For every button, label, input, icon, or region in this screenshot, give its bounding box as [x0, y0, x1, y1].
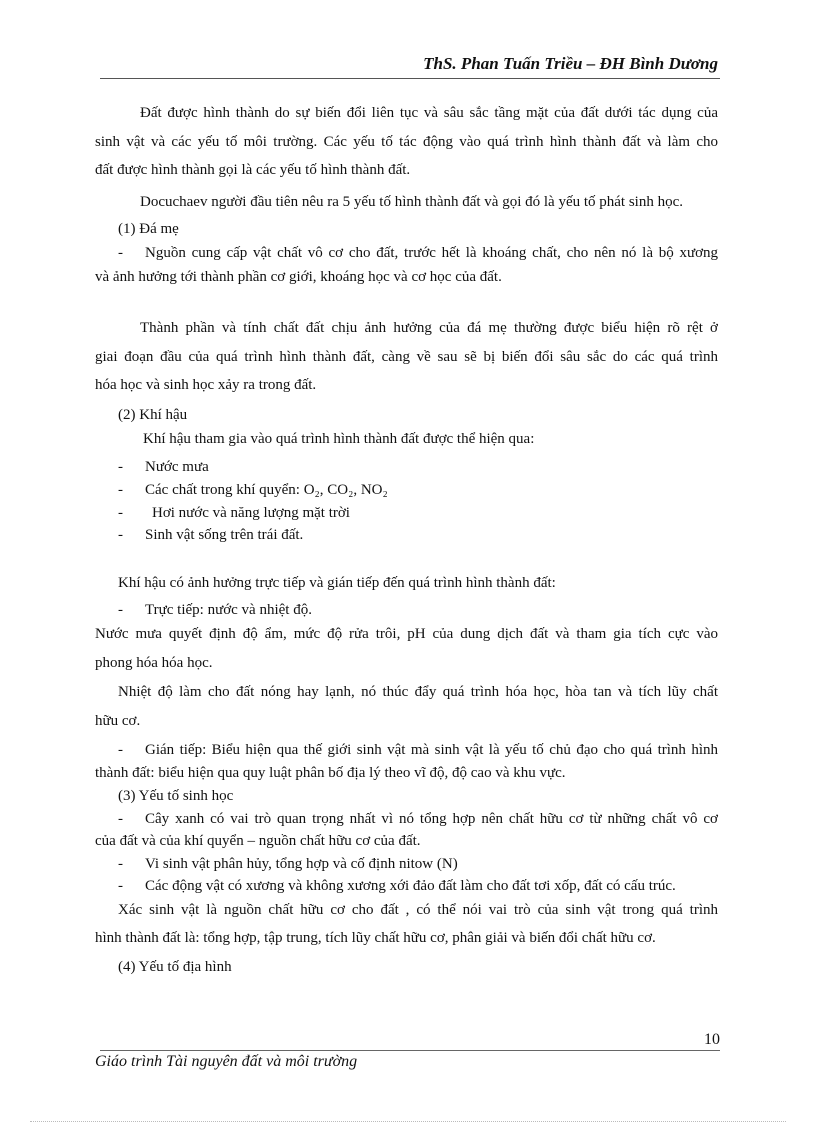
page-number: 10 — [704, 1031, 720, 1048]
list-bullet: - — [118, 459, 123, 475]
list-bullet: - — [118, 878, 123, 894]
list-item-continuation: của đất và của khí quyển – nguồn chất hữu cơ của đất. — [95, 833, 421, 849]
list-item: Vi sinh vật phân hủy, tổng hợp và cố định nitow (N) — [145, 856, 458, 872]
paragraph-line: Khí hậu tham gia vào quá trình hình thành đất được thể hiện qua: — [143, 431, 535, 447]
page-bottom-edge — [30, 1121, 786, 1122]
paragraph-line: đất được hình thành gọi là các yếu tố hình thành đất. — [95, 162, 411, 178]
paragraph-line: Đất được hình thành do sự biến đổi liên tục và sâu sắc tầng mặt của đất dưới tác dụng của — [140, 105, 718, 121]
list-item: Cây xanh có vai trò quan trọng nhất vì nó tổng hợp nên chất hữu cơ từ những chất vô cơ — [145, 811, 718, 827]
paragraph-line: Khí hậu có ảnh hưởng trực tiếp và gián tiếp đến quá trình hình thành đất: — [118, 575, 556, 591]
section-heading: (3) Yếu tố sinh học — [118, 788, 234, 804]
paragraph-line: phong hóa hóa học. — [95, 655, 213, 671]
list-item: Sinh vật sống trên trái đất. — [145, 527, 304, 543]
paragraph-line: sinh vật và các yếu tố môi trường. Các yếu tố tác động vào quá trình hình thành đất và làm cho — [95, 134, 718, 150]
list-item: Các chất trong khí quyển: O₂, CO₂, NO₂ — [145, 482, 388, 498]
footer-book-title: Giáo trình Tài nguyên đất và môi trường — [95, 1053, 358, 1070]
footer-rule — [100, 1050, 720, 1051]
paragraph-line: Thành phần và tính chất đất chịu ảnh hưởng của đá mẹ thường được biểu hiện rõ rệt ở — [140, 320, 718, 336]
list-item: Gián tiếp: Biểu hiện qua thế giới sinh vật mà sinh vật là yếu tố chủ đạo cho quá trình hình — [145, 742, 718, 758]
list-bullet: - — [118, 856, 123, 872]
list-item-continuation: và ảnh hưởng tới thành phần cơ giới, khoáng học và cơ học của đất. — [95, 269, 502, 285]
list-bullet: - — [118, 811, 123, 827]
section-heading: (2) Khí hậu — [118, 407, 188, 423]
list-bullet: - — [118, 505, 123, 521]
paragraph-line: Nhiệt độ làm cho đất nóng hay lạnh, nó thúc đẩy quá trình hóa học, hòa tan và tích lũy chất — [118, 684, 718, 700]
paragraph-line: hình thành đất là: tổng hợp, tập trung, tích lũy chất hữu cơ, phân giải và biến đổi chất hữu cơ. — [95, 930, 656, 946]
list-bullet: - — [118, 527, 123, 543]
list-item: Nguồn cung cấp vật chất vô cơ cho đất, trước hết là khoáng chất, cho nên nó là bộ xương — [145, 245, 718, 261]
list-bullet: - — [118, 245, 123, 261]
list-item: Hơi nước và năng lượng mặt trời — [152, 505, 350, 521]
paragraph-line: Nước mưa quyết định độ ẩm, mức độ rửa trôi, pH của dung dịch đất và tham gia tích cực vào — [95, 626, 718, 642]
paragraph-line: hữu cơ. — [95, 713, 141, 729]
list-item: Các động vật có xương và không xương xới đảo đất làm cho đất tơi xốp, đất có cấu trúc. — [145, 878, 676, 894]
paragraph-line: hóa học và sinh học xảy ra trong đất. — [95, 377, 317, 393]
section-heading: (1) Đá mẹ — [118, 221, 179, 237]
page-header-author: ThS. Phan Tuấn Triều – ĐH Bình Dương — [423, 54, 718, 73]
list-bullet: - — [118, 742, 123, 758]
paragraph-line: Xác sinh vật là nguồn chất hữu cơ cho đất , có thể nói vai trò của sinh vật trong quá trình — [118, 902, 718, 918]
section-heading: (4) Yếu tố địa hình — [118, 959, 232, 975]
paragraph-line: Docuchaev người đầu tiên nêu ra 5 yếu tố hình thành đất và gọi đó là yếu tố phát sinh học. — [140, 194, 684, 210]
list-item-continuation: thành đất: biểu hiện qua quy luật phân bố địa lý theo vĩ độ, độ cao và khu vực. — [95, 765, 566, 781]
list-bullet: - — [118, 602, 123, 618]
list-item: Trực tiếp: nước và nhiệt độ. — [145, 602, 312, 618]
list-bullet: - — [118, 482, 123, 498]
paragraph-line: giai đoạn đầu của quá trình hình thành đất, càng về sau sẽ bị biến đổi sâu sắc do các quá trình — [95, 349, 718, 365]
list-item: Nước mưa — [145, 459, 209, 475]
